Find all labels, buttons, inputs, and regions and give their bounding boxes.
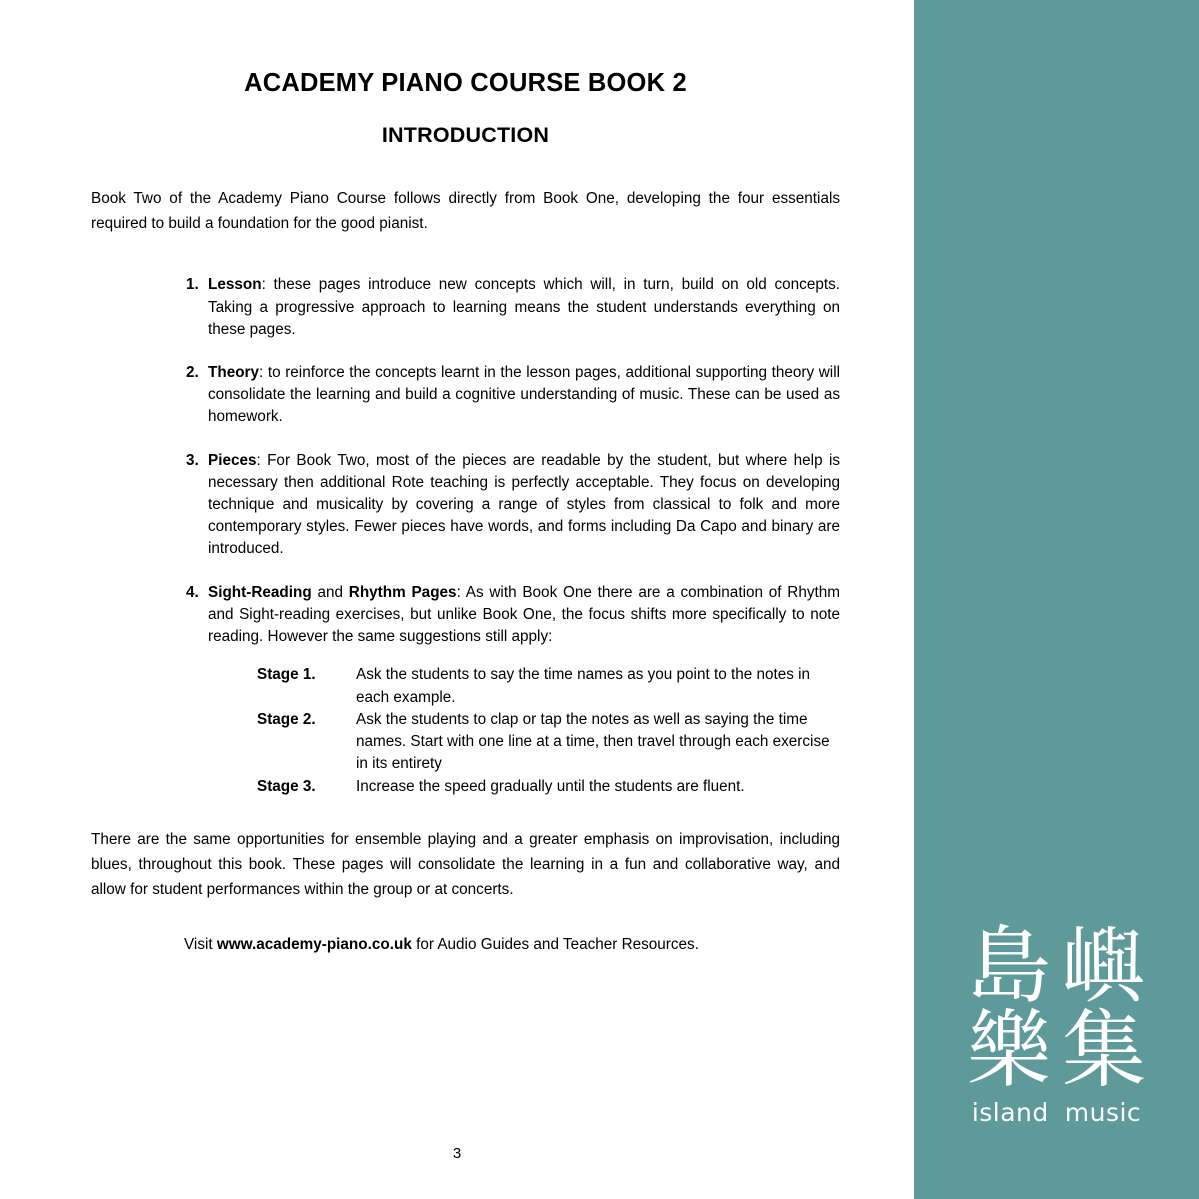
list-item [186, 450, 840, 561]
list-item-lead-secondary: Rhythm Pages [348, 583, 457, 601]
stage-text: Ask the students to say the time names as you point to the notes in each example. [356, 666, 811, 706]
list-item-connector: and [311, 583, 349, 601]
visit-prefix: Visit [184, 936, 217, 954]
logo-wordmark [914, 1098, 1199, 1127]
visit-line [91, 902, 840, 956]
visit-url[interactable]: www.academy-piano.co.uk [216, 936, 412, 954]
page-content [91, 0, 840, 956]
essentials-list [91, 236, 840, 798]
logo-wordmark-music: music [1064, 1097, 1142, 1127]
list-item-lead: Sight-Reading [208, 583, 312, 601]
list-item-marker: 4. [186, 583, 199, 601]
logo-chinese-characters [964, 917, 1150, 1100]
list-item [186, 274, 840, 341]
list-item-marker: 1. [186, 276, 199, 294]
stage-label: Stage 1. [257, 666, 316, 684]
list-item-lead: Theory [208, 364, 259, 381]
logo-glyph-ji: 集 [1061, 1001, 1146, 1100]
intro-paragraph: Book Two of the Academy Piano Course follows directly from Book One, developing the four essentials required to build a foundation for the good pianist. [91, 190, 840, 233]
publisher-side-panel [914, 0, 1199, 1199]
list-item [186, 362, 840, 429]
logo-glyph-dao: 島 [966, 917, 1051, 1015]
list-item-body: : to reinforce the concepts learnt in the lesson pages, additional supporting theory will consolidate the learning and build a cognitive understanding of music. These can be used as homework. [208, 364, 840, 426]
visit-suffix: for Audio Guides and Teacher Resources. [411, 936, 699, 954]
stage-text: Ask the students to clap or tap the notes as well as saying the time names. Start with one line at a time, then travel through each exercise in its entirety [356, 710, 830, 773]
list-item [186, 582, 840, 798]
list-item-marker: 3. [186, 451, 199, 469]
stage-text: Increase the speed gradually until the students are fluent. [356, 777, 745, 795]
logo-glyph-yu: 嶼 [1061, 917, 1146, 1015]
page-number: 3 [452, 1145, 462, 1162]
logo-glyph-yue: 樂 [966, 1001, 1051, 1100]
stages-table [257, 664, 840, 798]
publisher-logo [914, 917, 1199, 1127]
page-subtitle: INTRODUCTION [381, 122, 550, 147]
list-item-body: : these pages introduce new concepts which will, in turn, build on old concepts. Taking a progressive approach to learning means the student understands everything on these pages. [208, 276, 840, 338]
list-item-body: : For Book Two, most of the pieces are readable by the student, but where help is necessary then additional Rote teaching is perfectly acceptable. They focus on developing technique and musicality by covering a range of styles from classical to folk and more contemporary styles. Fewer pieces have words, and forms including Da Capo and binary are introduced. [208, 451, 840, 558]
list-item-marker: 2. [186, 364, 199, 381]
stage-label: Stage 2. [257, 710, 316, 728]
list-item-body: : As with Book One there are a combination of Rhythm and Sight-reading exercises, but unlike Book One, the focus shifts more specifically to note reading. However the same suggestions still apply: [208, 583, 840, 646]
page-title: ACADEMY PIANO COURSE BOOK 2 [244, 69, 687, 97]
stage-label: Stage 3. [257, 777, 316, 795]
list-item-lead: Lesson [208, 276, 262, 294]
logo-wordmark-island: island [971, 1097, 1049, 1127]
closing-paragraph: There are the same opportunities for ensemble playing and a greater emphasis on improvisation, including blues, throughout this book. These pages will consolidate the learning in a fun and collaborative way, and allow for student performances within the group or at concerts. [91, 831, 840, 899]
list-item-lead: Pieces [208, 451, 257, 469]
